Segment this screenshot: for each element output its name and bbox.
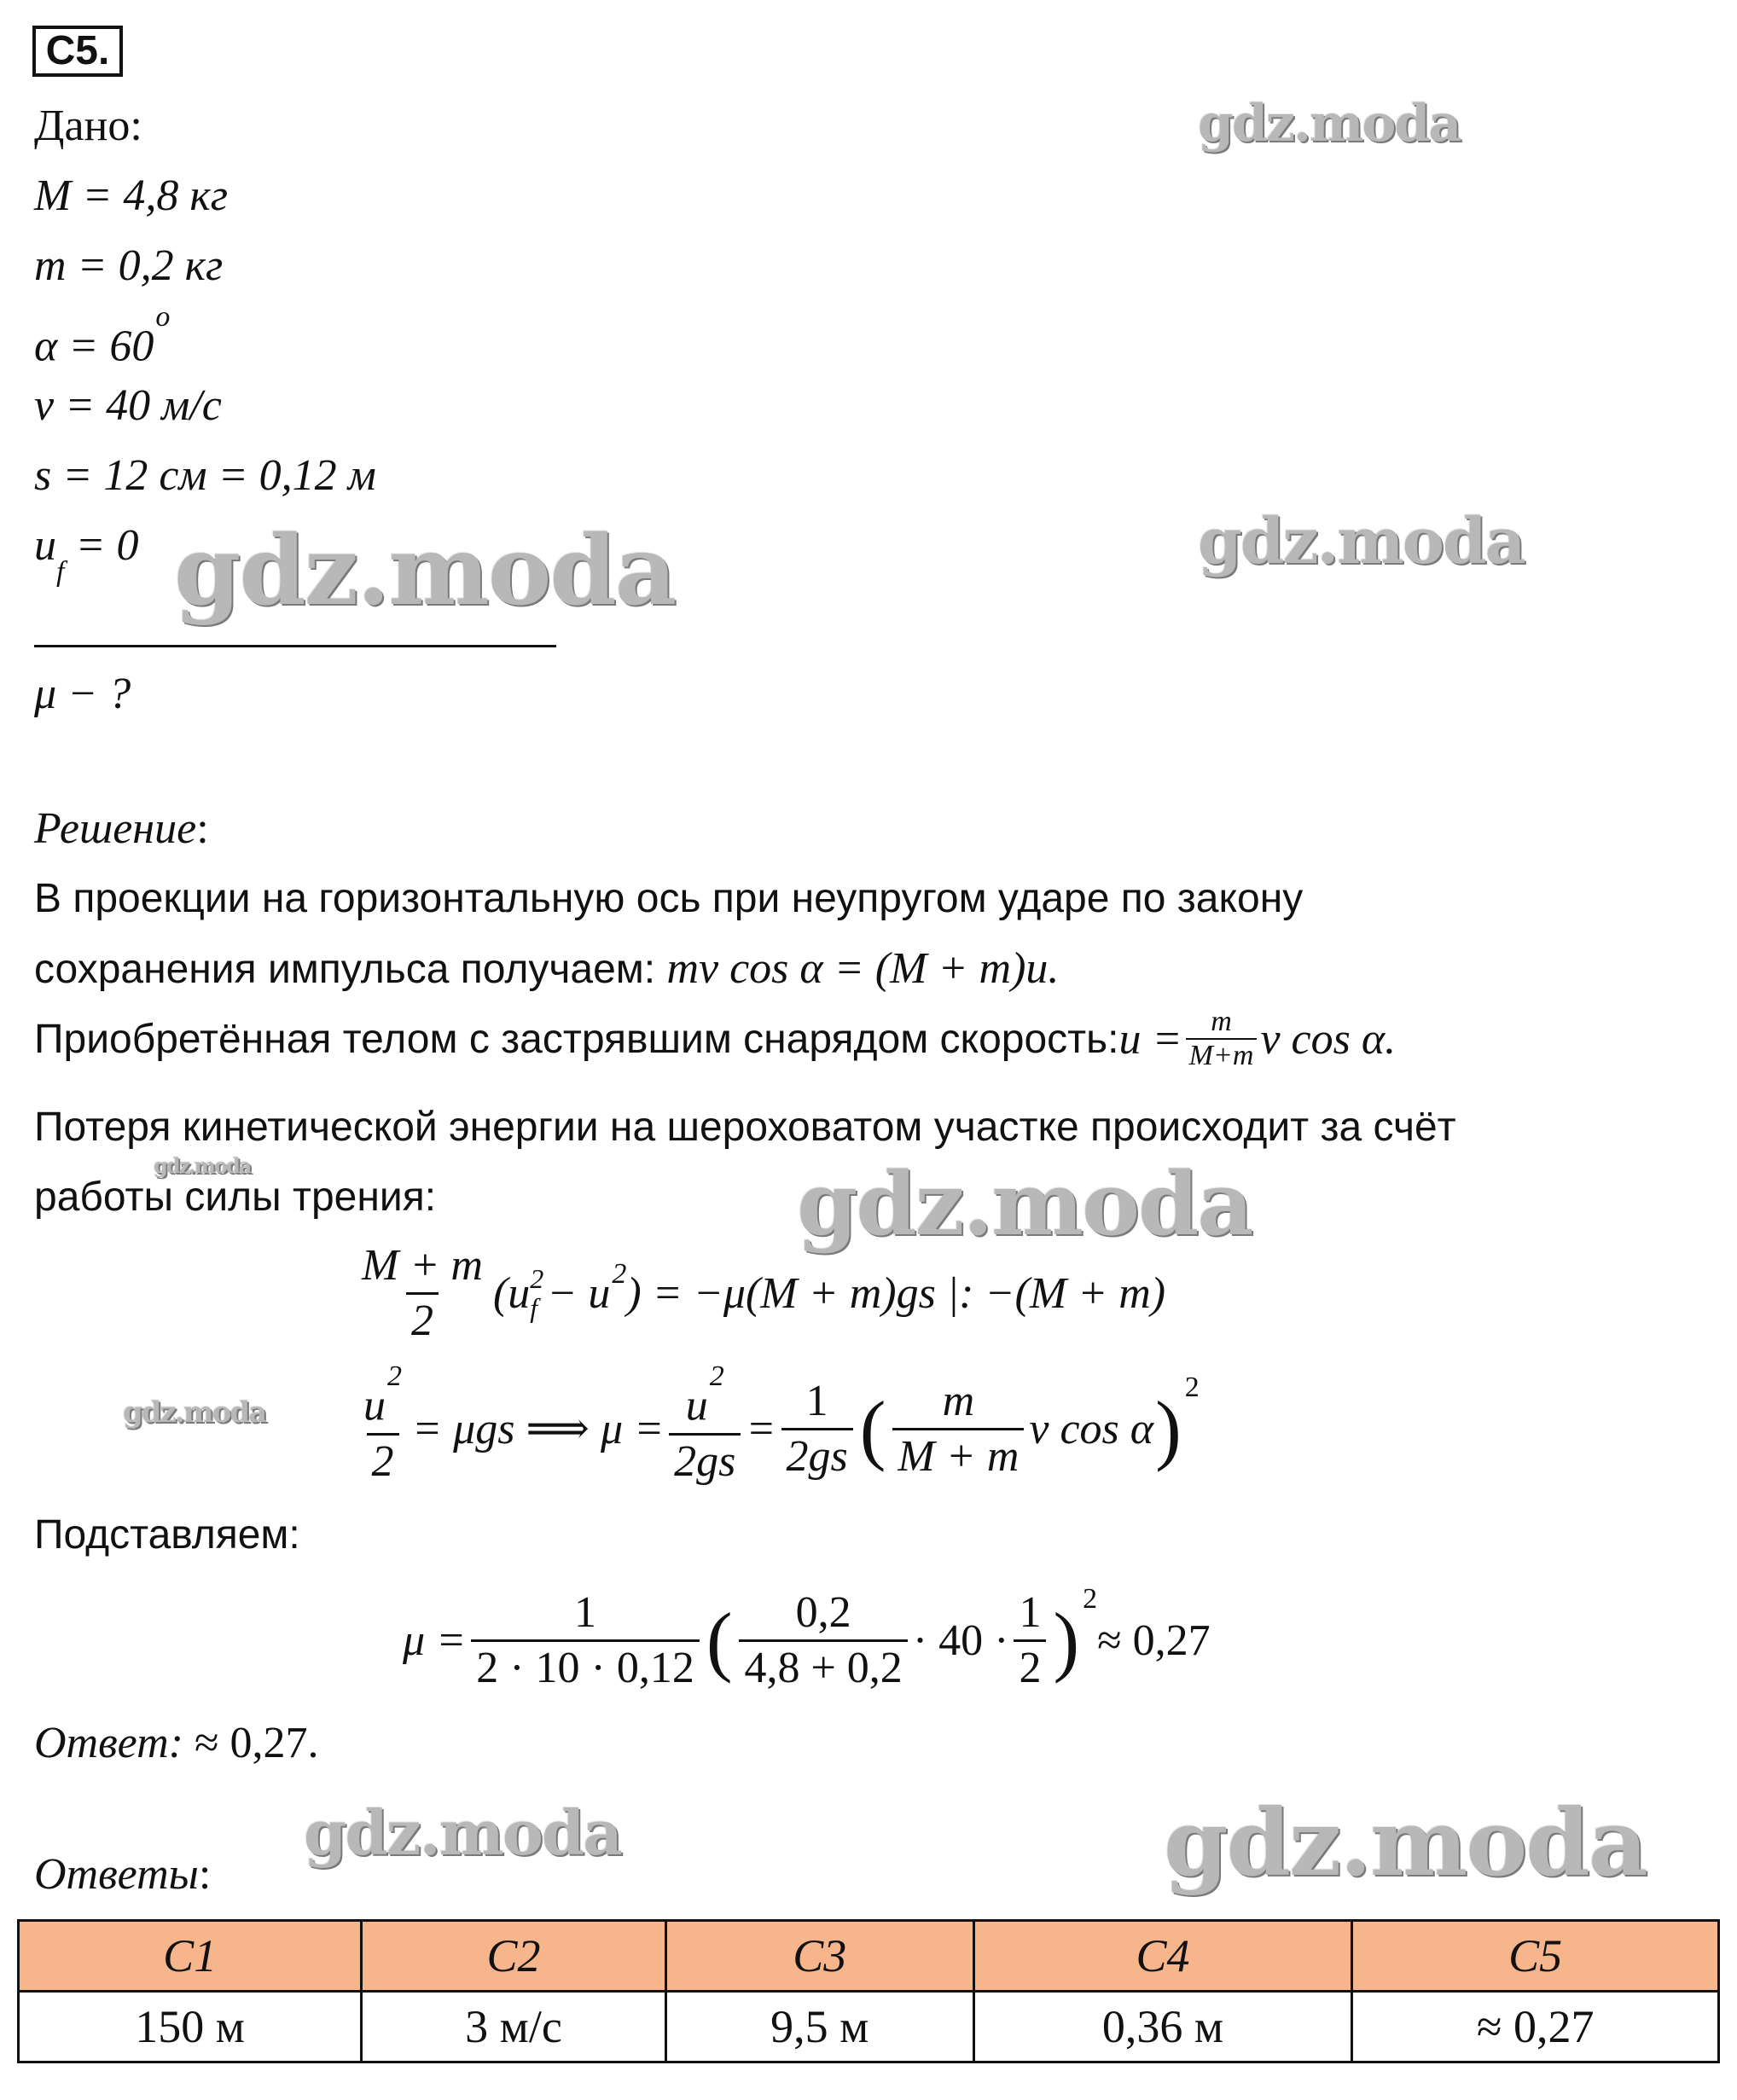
p2-fraction-num: m xyxy=(1211,1006,1232,1037)
eq3-lparen: ( xyxy=(706,1597,733,1684)
solution-p1-line1: В проекции на горизонтальную ось при неупругом ударе по закону xyxy=(34,876,1304,921)
watermark: gdz.moda xyxy=(1198,505,1525,578)
solution-heading-colon: : xyxy=(196,804,209,853)
eq2-frac1-u: u xyxy=(363,1381,386,1430)
eq1-fraction-num: M + m xyxy=(362,1240,483,1290)
given-uf-u: u xyxy=(34,521,56,570)
answers-col-3: C3 xyxy=(665,1921,973,1992)
task-label: C5. xyxy=(32,26,123,77)
eq2-frac2-sup: 2 xyxy=(709,1360,724,1393)
eq2-frac2-den: 2gs xyxy=(669,1433,741,1488)
answers-value-2: 3 м/с xyxy=(362,1992,665,2062)
given-unknown: μ − ? xyxy=(34,670,131,718)
eq2-frac2 xyxy=(669,1360,741,1488)
eq3-frac1-num: 1 xyxy=(574,1587,597,1637)
eq3-frac1-den: 2 · 10 · 0,12 xyxy=(471,1639,700,1695)
eq3-frac1 xyxy=(471,1587,700,1695)
solution-p3-line1: Потеря кинетической энергии на шероховатом участке происходит за счёт xyxy=(34,1105,1456,1150)
given-mass-big: M = 4,8 кг xyxy=(34,171,229,220)
solution-p3-line2: работы силы трения: xyxy=(34,1175,437,1220)
answers-col-5: C5 xyxy=(1352,1921,1719,1992)
watermark: gdz.moda xyxy=(797,1153,1252,1256)
answers-table-row xyxy=(19,1992,1719,2062)
eq1-fraction-den: 2 xyxy=(406,1292,439,1348)
answers-heading-colon: : xyxy=(198,1850,212,1899)
answers-col-4: C4 xyxy=(973,1921,1352,1992)
answers-value-5: ≈ 0,27 xyxy=(1352,1992,1719,2062)
eq2-frac3-num: 1 xyxy=(805,1376,828,1425)
eq2-lparen: ( xyxy=(859,1385,886,1472)
eq1-uf-sup: 2 xyxy=(530,1263,544,1294)
eq3-pow: 2 xyxy=(1083,1583,1098,1615)
watermark: gdz.moda xyxy=(174,515,676,627)
eq1-u-sup: 2 xyxy=(612,1258,627,1290)
solution-p2-text: Приобретённая телом с застрявшим снарядом скорость: xyxy=(34,1016,1119,1062)
eq2-eq: = xyxy=(746,1404,776,1453)
answers-value-1: 150 м xyxy=(19,1992,362,2062)
p2-u: u = xyxy=(1118,1014,1182,1064)
solution-heading-text: Решение xyxy=(34,804,197,853)
eq3-frac2-num: 0,2 xyxy=(795,1587,851,1637)
answer-label: Ответ: xyxy=(34,1719,183,1767)
solution-p2 xyxy=(34,996,1396,1082)
eq1-uf-sub: f xyxy=(530,1292,538,1323)
eq2-frac4-num: m xyxy=(942,1376,975,1425)
eq3-result: ≈ 0,27 xyxy=(1097,1616,1211,1665)
eq3-frac3-num: 1 xyxy=(1019,1587,1042,1637)
given-uf-value: = 0 xyxy=(64,521,139,570)
answers-table xyxy=(17,1919,1720,2063)
eq3-frac2-den: 4,8 + 0,2 xyxy=(739,1639,907,1695)
eq3-mu: μ = xyxy=(403,1616,467,1665)
p2-tail: v cos α. xyxy=(1260,1014,1397,1064)
answer-value: ≈ 0,27. xyxy=(183,1719,319,1767)
subst-heading: Подставляем: xyxy=(34,1512,300,1558)
watermark: gdz.moda xyxy=(1198,94,1461,154)
given-angle xyxy=(34,301,171,372)
watermark: gdz.moda xyxy=(304,1796,621,1869)
answers-value-3: 9,5 м xyxy=(665,1992,973,2062)
eq3-frac2 xyxy=(739,1587,907,1695)
solution-heading xyxy=(34,803,209,855)
eq2-mid: = μgs ⟹ μ = xyxy=(412,1405,665,1453)
eq2-frac1-num xyxy=(358,1360,407,1432)
given-divider xyxy=(34,645,556,647)
eq2-pow: 2 xyxy=(1184,1372,1200,1403)
eq2-frac4 xyxy=(892,1375,1024,1483)
eq3-rparen: ) xyxy=(1053,1597,1080,1684)
eq2-frac1 xyxy=(358,1360,407,1488)
eq2-frac1-den: 2 xyxy=(367,1433,399,1488)
eq2-frac2-u: u xyxy=(685,1381,708,1430)
watermark: gdz.moda xyxy=(154,1153,251,1178)
answers-table-header xyxy=(19,1921,1719,1992)
eq2-tail: v cos α xyxy=(1029,1404,1154,1453)
eq1-uf-scripts xyxy=(530,1264,543,1322)
answers-col-1: C1 xyxy=(19,1921,362,1992)
eq3-mid: · 40 · xyxy=(912,1616,1009,1665)
answer-line xyxy=(34,1718,319,1769)
answers-heading xyxy=(34,1849,211,1900)
solution-p1-text: сохранения импульса получаем: xyxy=(34,947,667,992)
answers-heading-text: Ответы xyxy=(34,1850,199,1899)
equation-mu xyxy=(353,1360,1200,1493)
solution-p1-line2 xyxy=(34,943,1059,995)
given-mass-small: m = 0,2 кг xyxy=(34,241,224,290)
eq2-rparen: ) xyxy=(1155,1385,1182,1472)
answers-col-2: C2 xyxy=(362,1921,665,1992)
given-final-velocity xyxy=(34,520,139,589)
p2-fraction-den: M+m xyxy=(1186,1038,1258,1072)
given-angle-text: α = 60 xyxy=(34,322,154,371)
momentum-formula: mv cos α = (M + m)u. xyxy=(666,944,1060,993)
equation-numeric xyxy=(403,1576,1211,1704)
watermark: gdz.moda xyxy=(1164,1790,1647,1897)
eq1-minus-u: − u xyxy=(547,1268,611,1318)
eq2-frac3-den: 2gs xyxy=(781,1428,853,1483)
given-angle-degree: o xyxy=(155,301,171,333)
given-heading: Дано: xyxy=(34,102,142,150)
eq1-open: (u xyxy=(492,1268,531,1318)
eq2-frac3 xyxy=(781,1375,853,1483)
eq2-frac4-den: M + m xyxy=(892,1428,1024,1483)
eq3-frac3 xyxy=(1014,1587,1046,1695)
p2-fraction xyxy=(1186,1006,1258,1072)
eq1-fraction xyxy=(357,1239,488,1348)
given-distance: s = 12 см = 0,12 м xyxy=(34,451,376,500)
eq2-frac1-sup: 2 xyxy=(387,1360,402,1393)
answers-value-4: 0,36 м xyxy=(973,1992,1352,2062)
eq1-rhs: ) = −μ(M + m)gs |: −(M + m) xyxy=(626,1268,1166,1318)
given-velocity: v = 40 м/с xyxy=(34,381,222,430)
eq2-frac2-num xyxy=(681,1360,729,1432)
given-uf-sub: f xyxy=(56,556,65,589)
eq3-frac3-den: 2 xyxy=(1014,1639,1046,1695)
watermark: gdz.moda xyxy=(123,1395,266,1430)
